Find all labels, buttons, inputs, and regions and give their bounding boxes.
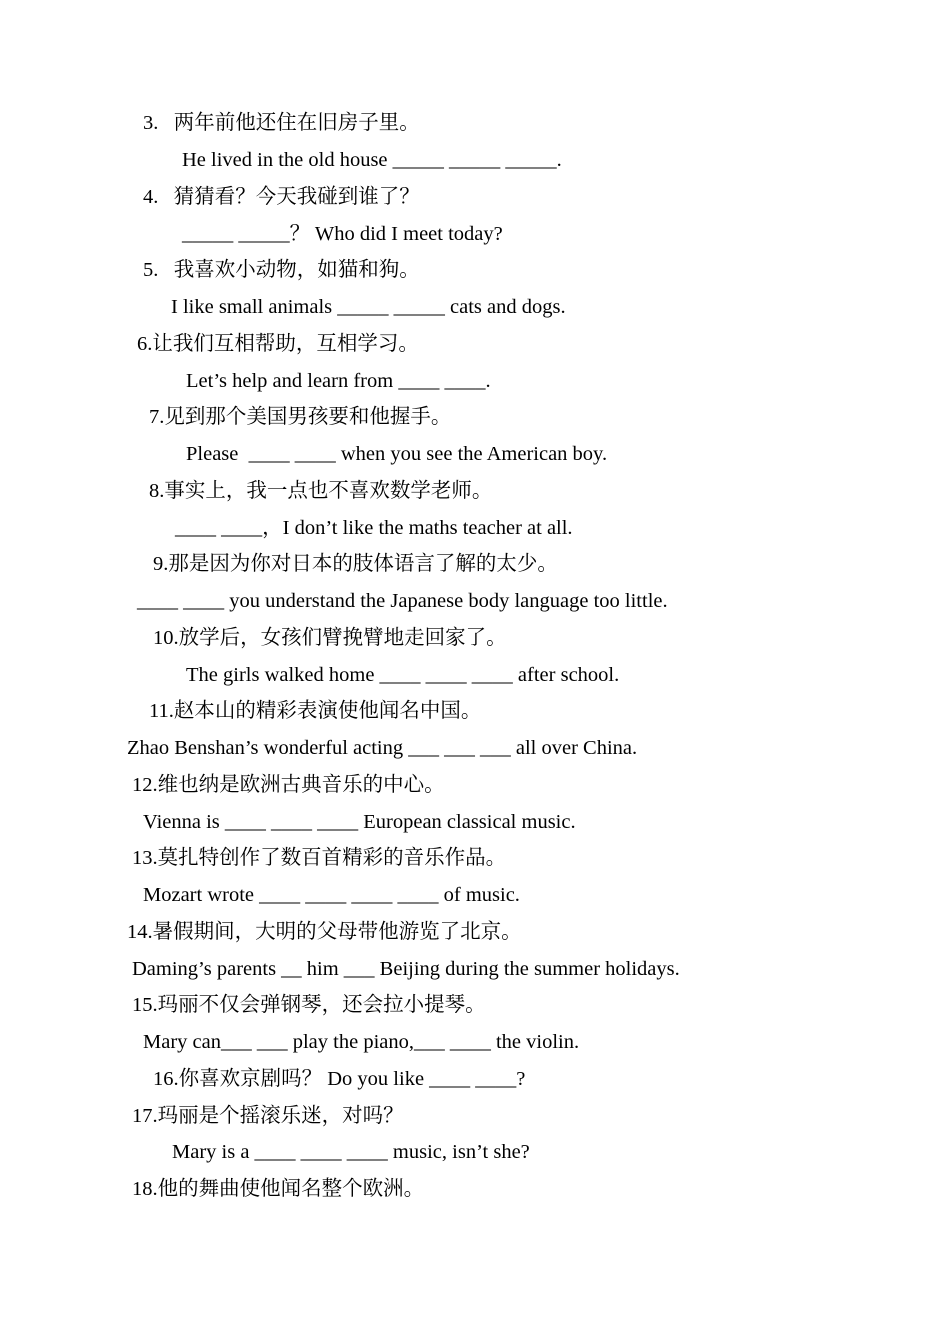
item-17-english: Mary is a ____ ____ ____ music, isn’t she? xyxy=(172,1141,530,1163)
item-6-english: Let’s help and learn from ____ ____. xyxy=(186,370,491,392)
item-12-english: Vienna is ____ ____ ____ European classical music. xyxy=(143,811,576,833)
item-14-english: Daming’s parents __ him ___ Beijing during the summer holidays. xyxy=(132,958,680,980)
item-5-english: I like small animals _____ _____ cats and dogs. xyxy=(171,296,566,318)
item-9-chinese: 9.那是因为你对日本的肢体语言了解的太少。 xyxy=(153,553,558,575)
item-10-english: The girls walked home ____ ____ ____ after school. xyxy=(186,664,620,686)
item-12-chinese: 12.维也纳是欧洲古典音乐的中心。 xyxy=(132,774,445,796)
item-11-chinese: 11.赵本山的精彩表演使他闻名中国。 xyxy=(149,700,482,722)
item-8-chinese: 8.事实上，我一点也不喜欢数学老师。 xyxy=(149,480,493,502)
item-7-chinese: 7.见到那个美国男孩要和他握手。 xyxy=(149,406,452,428)
item-7-english: Please ____ ____ when you see the American boy. xyxy=(186,443,608,465)
item-15-chinese: 15.玛丽不仅会弹钢琴，还会拉小提琴。 xyxy=(132,994,486,1016)
item-11-english: Zhao Benshan’s wonderful acting ___ ___ ___ all over China. xyxy=(127,737,638,759)
item-18-chinese: 18.他的舞曲使他闻名整个欧洲。 xyxy=(132,1178,425,1200)
item-9-english: ____ ____ you understand the Japanese body language too little. xyxy=(137,590,668,612)
item-3-chinese: 3. 两年前他还住在旧房子里。 xyxy=(143,112,420,134)
item-4-chinese: 4. 猜猜看？今天我碰到谁了？ xyxy=(143,186,420,208)
item-13-english: Mozart wrote ____ ____ ____ ____ of music. xyxy=(143,884,520,906)
item-6-chinese: 6.让我们互相帮助，互相学习。 xyxy=(137,333,419,355)
item-3-english: He lived in the old house _____ _____ _____. xyxy=(182,149,562,171)
item-4-english: _____ _____？ Who did I meet today? xyxy=(182,223,503,245)
item-13-chinese: 13.莫扎特创作了数百首精彩的音乐作品。 xyxy=(132,847,507,869)
item-17-chinese: 17.玛丽是个摇滚乐迷，对吗？ xyxy=(132,1105,404,1127)
item-10-chinese: 10.放学后，女孩们臂挽臂地走回家了。 xyxy=(153,627,507,649)
item-15-english: Mary can___ ___ play the piano,___ ____ the violin. xyxy=(143,1031,580,1053)
item-8-english: ____ ____，I don’t like the maths teacher at all. xyxy=(175,517,573,539)
item-5-chinese: 5. 我喜欢小动物，如猫和狗。 xyxy=(143,259,420,281)
item-14-chinese: 14.暑假期间，大明的父母带他游览了北京。 xyxy=(127,921,522,943)
item-16-line: 16.你喜欢京剧吗？ Do you like ____ ____? xyxy=(153,1068,526,1090)
